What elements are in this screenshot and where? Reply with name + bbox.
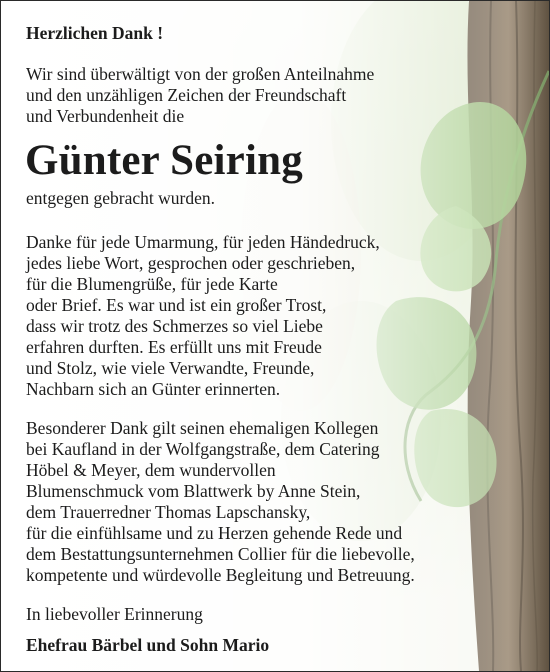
paragraph2-line: bei Kaufland in der Wolfgangstraße, dem Catering [26, 439, 380, 459]
paragraph2-line: Besonderer Dank gilt seinen ehemaligen Kollegen [26, 418, 379, 438]
paragraph1-line: dass wir trotz des Schmerzes so viel Liebe [26, 316, 323, 336]
paragraph1-line: erfahren durften. Es erfüllt uns mit Freude [26, 337, 322, 357]
paragraph2-line: dem Trauerredner Thomas Lapschansky, [26, 502, 311, 522]
after-name-line: entgegen gebracht wurden. [26, 188, 216, 208]
paragraph2-line: dem Bestattungsunternehmen Collier für die liebevolle, [26, 544, 415, 564]
paragraph2-line: Höbel & Meyer, dem wundervollen [26, 460, 276, 480]
paragraph1-line: und Stolz, wie viele Verwandte, Freunde, [26, 358, 315, 378]
deceased-name: Günter Seiring [25, 137, 303, 184]
closing-line: In liebevoller Erinnerung [26, 604, 203, 624]
paragraph1-line: oder Brief. Es war und ist ein großer Trost, [26, 295, 327, 315]
paragraph1-line: für die Blumengrüße, für jede Karte [26, 274, 278, 294]
intro-line: und Verbundenheit die [26, 106, 185, 126]
paragraph2-line: kompetente und würdevolle Begleitung und Betreuung. [26, 565, 415, 585]
signature: Ehefrau Bärbel und Sohn Mario [26, 635, 270, 655]
paragraph2-line: für die einfühlsame und zu Herzen gehende Rede und [26, 523, 403, 543]
heading: Herzlichen Dank ! [26, 23, 164, 43]
paragraph1-line: Danke für jede Umarmung, für jeden Händedruck, [26, 232, 380, 252]
paragraph2-line: Blumenschmuck vom Blattwerk by Anne Stein, [26, 481, 361, 501]
intro-line: und den unzähligen Zeichen der Freundschaft [26, 85, 347, 105]
paragraph1-line: jedes liebe Wort, gesprochen oder geschrieben, [26, 253, 356, 273]
paragraph1-line: Nachbarn sich an Günter erinnerten. [26, 379, 281, 399]
notice-text [1, 1, 549, 671]
intro-line: Wir sind überwältigt von der großen Anteilnahme [26, 64, 375, 84]
